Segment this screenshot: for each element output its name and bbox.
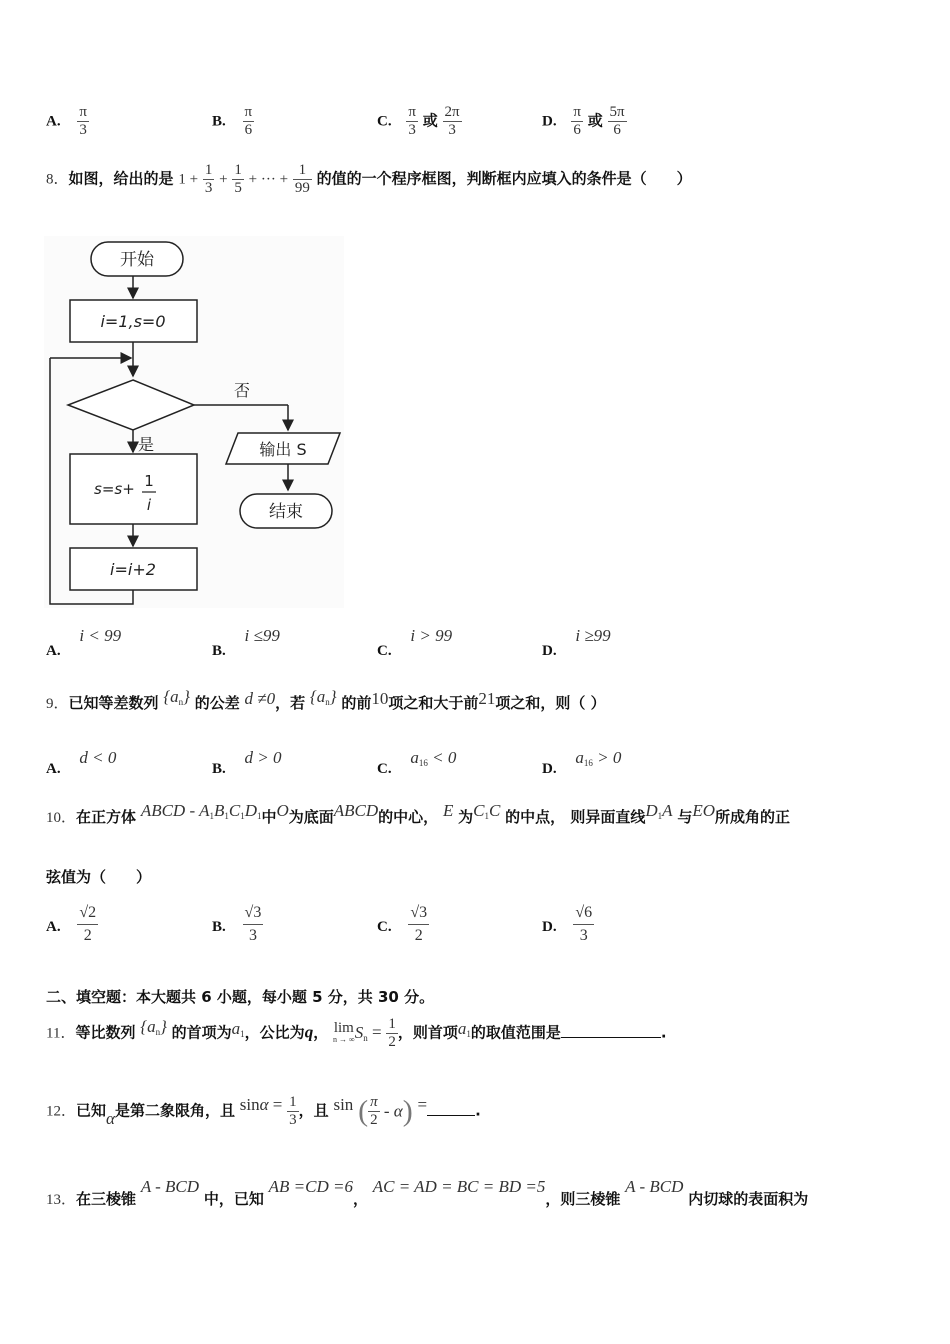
flow-update-lhs: s=s+: [94, 480, 135, 498]
q10-option-b: B. $\frac{√3}{3}$: [212, 904, 262, 944]
q10-option-c: C. $\frac{√3}{2}$: [377, 904, 428, 944]
q11-limit: lim n → ∞: [332, 1019, 355, 1044]
flow-update-node: [70, 454, 197, 524]
q10-stem-line2: 弦值为（ ）: [46, 868, 152, 886]
flow-output-text: 输出 S: [259, 440, 307, 459]
flow-end-text: 结束: [269, 502, 303, 522]
q7-option-c: C. $\frac{\pi}{3}$ 或 $\frac{2\pi}{3}$: [377, 104, 460, 138]
q8-option-a: A. i < 99: [46, 626, 122, 659]
flow-increment-text: i=i+2: [110, 560, 156, 579]
flow-output-node: [226, 433, 340, 464]
q10-option-d: D. $\frac{√6}{3}$: [542, 904, 593, 944]
q8-option-b: B. i ≤99: [212, 626, 280, 659]
flow-init-text: i=1,s=0: [100, 312, 166, 331]
q9-option-c: C. $a_{16} < 0$: [377, 748, 457, 777]
q9-option-d: D. $a_{16} > 0$: [542, 748, 622, 777]
flow-update-den: i: [146, 496, 152, 514]
flow-end-node: [240, 494, 332, 528]
q7-option-a: A. $\frac{\pi}{3}$: [46, 104, 87, 138]
q8-option-d: D. i ≥99: [542, 626, 611, 659]
q11-stem: 11．等比数列 $\{a_n\}$ 的首项为$a_1$，公比为q， lim n → ∞ $S_n$ = $\frac{1}{2}$ ，则首项$a_1$的取值范围是 .: [46, 1016, 667, 1050]
flow-yes-label: 是: [138, 435, 155, 454]
flow-init-node: [70, 300, 197, 342]
q7-option-b: B. $\frac{\pi}{6}$: [212, 104, 253, 138]
flow-update-num: 1: [144, 472, 154, 490]
flow-start-text: 开始: [120, 250, 154, 270]
flow-increment-node: [70, 548, 197, 590]
q10-stem: 10．在正方体 ABCD - $A_1B_1C_1D_1$中O为底面ABCD的中心， E 为$C_1C$ 的中点， 则异面直线$D_1A$ 与EO所成角的正: [46, 801, 791, 826]
q8-stem: 8．如图，给出的是 1 + $\frac{1}{3}$ + $\frac{1}{5}$ + ··· + $\frac{1}{99}$ 的值的一个程序框图，判断框内应填入的条件是（ ）: [46, 162, 692, 196]
q10-option-a: A. $\frac{√2}{2}$: [46, 904, 97, 944]
q7-option-d: D. $\frac{\pi}{6}$ 或 $\frac{5\pi}{6}$: [542, 104, 625, 138]
q9-stem: 9．已知等差数列 $\{a_n\}$ 的公差 d ≠0，若 $\{a_n\}$ 的前10项之和大于前21项之和，则（ ）: [46, 687, 606, 712]
q12-stem: 12．已知α是第二象限角，且 sinα = $\frac{1}{3}$ ，且 sin ( $\frac{\pi}{2}$ - α) = .: [46, 1094, 481, 1128]
q9-option-a: A. d < 0: [46, 748, 117, 777]
flowchart: [44, 236, 344, 608]
q9-option-b: B. d > 0: [212, 748, 282, 777]
flow-no-label: 否: [234, 381, 251, 400]
q8-option-c: C. i > 99: [377, 626, 453, 659]
q11-answer-blank: [561, 1023, 661, 1038]
section-2-heading: 二、填空题：本大题共 6 小题，每小题 5 分，共 30 分。: [46, 988, 435, 1006]
q13-stem: 13．在三棱锥 A - BCD 中，已知 AB =CD =6， AC = AD = BC = BD =5，则三棱锥 A - BCD 内切球的表面积为: [46, 1177, 809, 1208]
q12-answer-blank: [427, 1101, 475, 1116]
flow-start-node: [91, 242, 183, 276]
